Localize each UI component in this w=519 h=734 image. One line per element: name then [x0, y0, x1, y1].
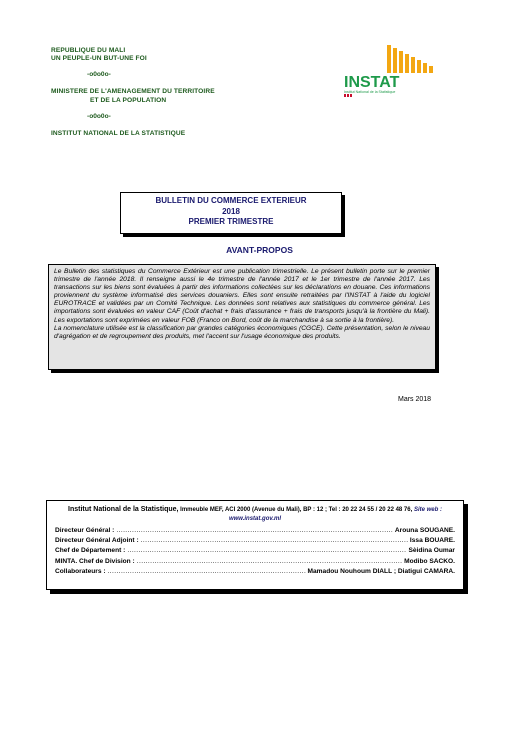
site-label: Site web : [413, 507, 442, 513]
motto-label: UN PEUPLE-UN BUT-UNE FOI [51, 55, 147, 62]
staff-name: Mamadou Nouhoum DIALL ; Diatigui CAMARA. [307, 567, 455, 575]
website-link[interactable]: www.instat.gov.ml [228, 516, 282, 522]
intro-paragraph-2: La nomenclature utilisée est la classification par grandes catégories économiques (CGCE). Cette présentation, selon le niveau d'agrégation et de regroupement des produits, met l'accent sur l'usage économique des produits. [54, 324, 430, 340]
instat-logo [342, 45, 438, 97]
staff-box [46, 500, 464, 590]
staff-row [55, 536, 455, 546]
intro-paragraph-1: Le Bulletin des statistiques du Commerce Extérieur est une publication trimestrielle. Le présent bulletin porte sur le premier trimestre de l'année 2018. Il renseigne aussi le 4e trimestre de l'année 2017 et le 1er trimestre de l'année 2017. Les transactions sur les biens sont évaluées à partir des informations collectées sur les déclarations en douane. Ces informations proviennent du système informatisé des services douaniers. Elles sont ensuite retraitées par l'INSTAT à l'aide du logiciel EUROTRACE et validées par un Comité Technique. Les données sont relatives aux statistiques du commerce général. Les importations sont évaluées en valeur CAF (Coût d'achat + frais d'assurance + frais de transports jusqu'à la frontière du Mali). Les exportations sont exprimées en valeur FOB (Franco on Bord, coût de la marchandise à sa sortie à la frontière). [54, 268, 430, 324]
logo-caption: Institut National de la Statistique [344, 90, 396, 94]
staff-role: Chef de Département : [55, 547, 126, 555]
section-heading: AVANT-PROPOS [226, 245, 293, 255]
intro-box [48, 264, 436, 370]
institute-name: Institut National de la Statistique, [68, 506, 179, 513]
staff-role: Collaborateurs : [55, 567, 106, 575]
republic-label: REPUBLIQUE DU MALI [51, 47, 126, 54]
logo-word: INSTAT [344, 74, 400, 91]
staff-name: Sèidina Oumar [408, 547, 455, 555]
title-line1: BULLETIN DU COMMERCE EXTERIEUR [155, 196, 307, 205]
publication-date: Mars 2018 [398, 396, 432, 403]
separator: -o0o0o- [87, 71, 111, 78]
staff-row [55, 567, 455, 577]
staff-role: Directeur Général : [55, 527, 115, 534]
staff-name: Issa BOUARE. [409, 537, 455, 545]
title-year: 2018 [222, 206, 240, 216]
staff-row [55, 526, 455, 536]
separator: -o0o0o- [87, 113, 111, 120]
ministry-line1: MINISTERE DE L'AMENAGEMENT DU TERRITOIRE [51, 88, 215, 95]
staff-row [55, 546, 455, 556]
staff-row [55, 557, 455, 567]
ministry-line2: ET DE LA POPULATION [90, 97, 167, 104]
institute-label: INSTITUT NATIONAL DE LA STATISTIQUE [51, 130, 186, 137]
bulletin-title-box [120, 192, 342, 234]
staff-role: MINTA. Chef de Division : [55, 557, 135, 565]
staff-role: Directeur Général Adjoint : [55, 537, 139, 545]
staff-name: Modibo SACKO. [404, 557, 455, 565]
title-quarter: PREMIER TRIMESTRE [188, 217, 274, 226]
institute-address-text: Immeuble MEF, ACI 2000 (Avenue du Mali), BP : 12 ; Tel : 20 22 24 55 / 20 22 48 76, [180, 507, 413, 513]
institute-address [55, 505, 455, 515]
staff-name: Arouna SOUGANE. [394, 527, 455, 534]
